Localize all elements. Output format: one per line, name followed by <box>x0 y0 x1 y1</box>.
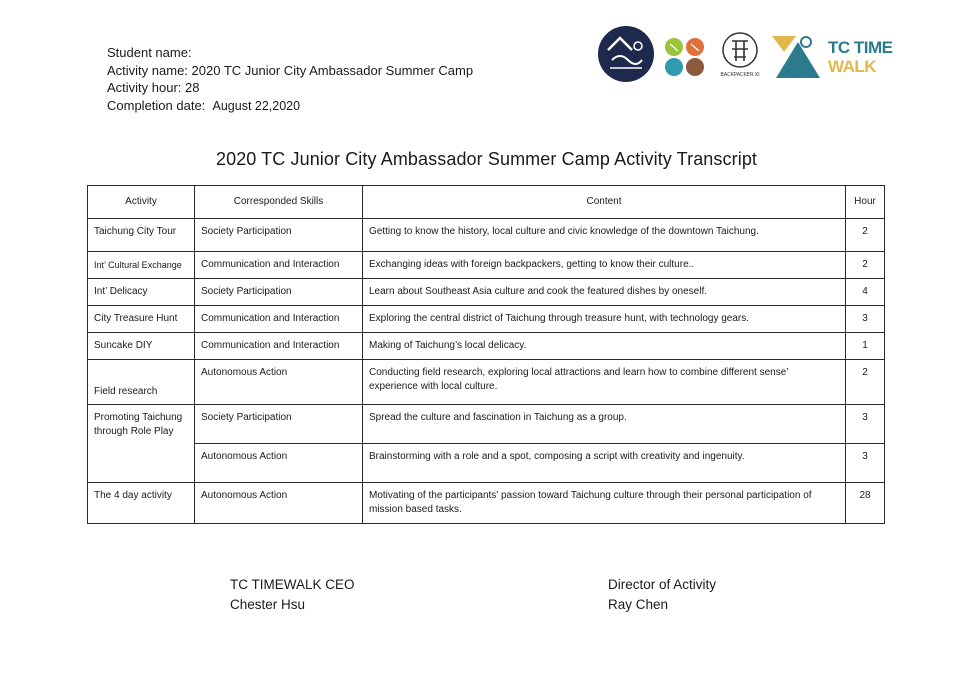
activity-transcript-table <box>87 185 885 524</box>
table-row <box>88 306 885 333</box>
activity-name-line: Activity name: 2020 TC Junior City Ambassador Summer Camp <box>107 62 474 78</box>
activity-cell: Taichung City Tour <box>88 219 195 252</box>
city-seal-logo-icon <box>598 26 654 82</box>
hour-cell: 28 <box>846 483 885 524</box>
skill-cell: Communication and Interaction <box>195 306 363 333</box>
activity-cell: City Treasure Hunt <box>88 306 195 333</box>
activity-cell: Field research <box>88 360 195 405</box>
leaf-group-logo-icon <box>662 36 708 78</box>
table-row <box>88 219 885 252</box>
hour-cell: 2 <box>846 252 885 279</box>
director-name: Ray Chen <box>608 597 669 612</box>
ceo-name: Chester Hsu <box>230 597 306 612</box>
activity-hour-line: Activity hour: 28 <box>107 80 200 95</box>
table-row <box>88 483 885 524</box>
document-meta <box>107 44 473 115</box>
content-cell: Spread the culture and fascination in Taichung as a group. <box>363 405 846 444</box>
table-row <box>88 333 885 360</box>
hour-cell: 2 <box>846 219 885 252</box>
table-row <box>88 279 885 306</box>
table-row <box>88 444 885 483</box>
hour-cell: 2 <box>846 360 885 405</box>
content-cell: Exploring the central district of Taichung through treasure hunt, with technology gears. <box>363 306 846 333</box>
timewalk-triangle-logo-icon <box>772 32 820 80</box>
table-row <box>88 360 885 405</box>
hour-cell: 3 <box>846 306 885 333</box>
ceo-signature-block <box>230 575 355 615</box>
ceo-title: TC TIMEWALK CEO <box>230 577 355 592</box>
completion-date-line: Completion date: August 22,2020 <box>107 97 301 113</box>
activity-cell: The 4 day activity <box>88 483 195 524</box>
content-cell: Exchanging ideas with foreign backpackers, getting to know their culture.. <box>363 252 846 279</box>
activity-cell: Promoting Taichung through Role Play <box>88 405 195 483</box>
partner-logos <box>598 26 898 84</box>
header-hour: Hour <box>846 186 885 219</box>
student-name-line: Student name: <box>107 45 192 60</box>
skill-cell: Society Participation <box>195 279 363 306</box>
content-cell: Conducting field research, exploring local attractions and learn how to combine different sense’ experience with local culture. <box>363 360 846 405</box>
content-cell: Brainstorming with a role and a spot, composing a script with creativity and ingenuity. <box>363 444 846 483</box>
svg-text:BACKPACKER.XI: BACKPACKER.XI <box>720 72 760 78</box>
hour-cell: 3 <box>846 405 885 444</box>
table-header-row <box>88 186 885 219</box>
activity-cell: Int’ Cultural Exchange <box>88 252 195 279</box>
activity-cell: Suncake DIY <box>88 333 195 360</box>
content-cell: Making of Taichung’s local delicacy. <box>363 333 846 360</box>
skill-cell: Autonomous Action <box>195 360 363 405</box>
skill-cell: Society Participation <box>195 405 363 444</box>
skill-cell: Society Participation <box>195 219 363 252</box>
transcript-title: 2020 TC Junior City Ambassador Summer Camp Activity Transcript <box>215 149 758 169</box>
content-cell: Motivating of the participants' passion toward Taichung culture through their personal participation of mission based tasks. <box>363 483 846 524</box>
table-row <box>88 405 885 444</box>
director-title: Director of Activity <box>608 577 717 592</box>
skill-cell: Autonomous Action <box>195 444 363 483</box>
activity-cell: Int’ Delicacy <box>88 279 195 306</box>
header-skills: Corresponded Skills <box>195 186 363 219</box>
backpacker-logo-icon <box>716 30 764 80</box>
skill-cell: Autonomous Action <box>195 483 363 524</box>
header-content: Content <box>363 186 846 219</box>
content-cell: Learn about Southeast Asia culture and cook the featured dishes by oneself. <box>363 279 846 306</box>
hour-cell: 4 <box>846 279 885 306</box>
header-activity: Activity <box>88 186 195 219</box>
content-cell: Getting to know the history, local culture and civic knowledge of the downtown Taichung. <box>363 219 846 252</box>
table-row <box>88 252 885 279</box>
skill-cell: Communication and Interaction <box>195 252 363 279</box>
timewalk-brand-text: TC TIME WALK <box>828 38 893 76</box>
skill-cell: Communication and Interaction <box>195 333 363 360</box>
hour-cell: 1 <box>846 333 885 360</box>
director-signature-block <box>608 575 716 615</box>
hour-cell: 3 <box>846 444 885 483</box>
